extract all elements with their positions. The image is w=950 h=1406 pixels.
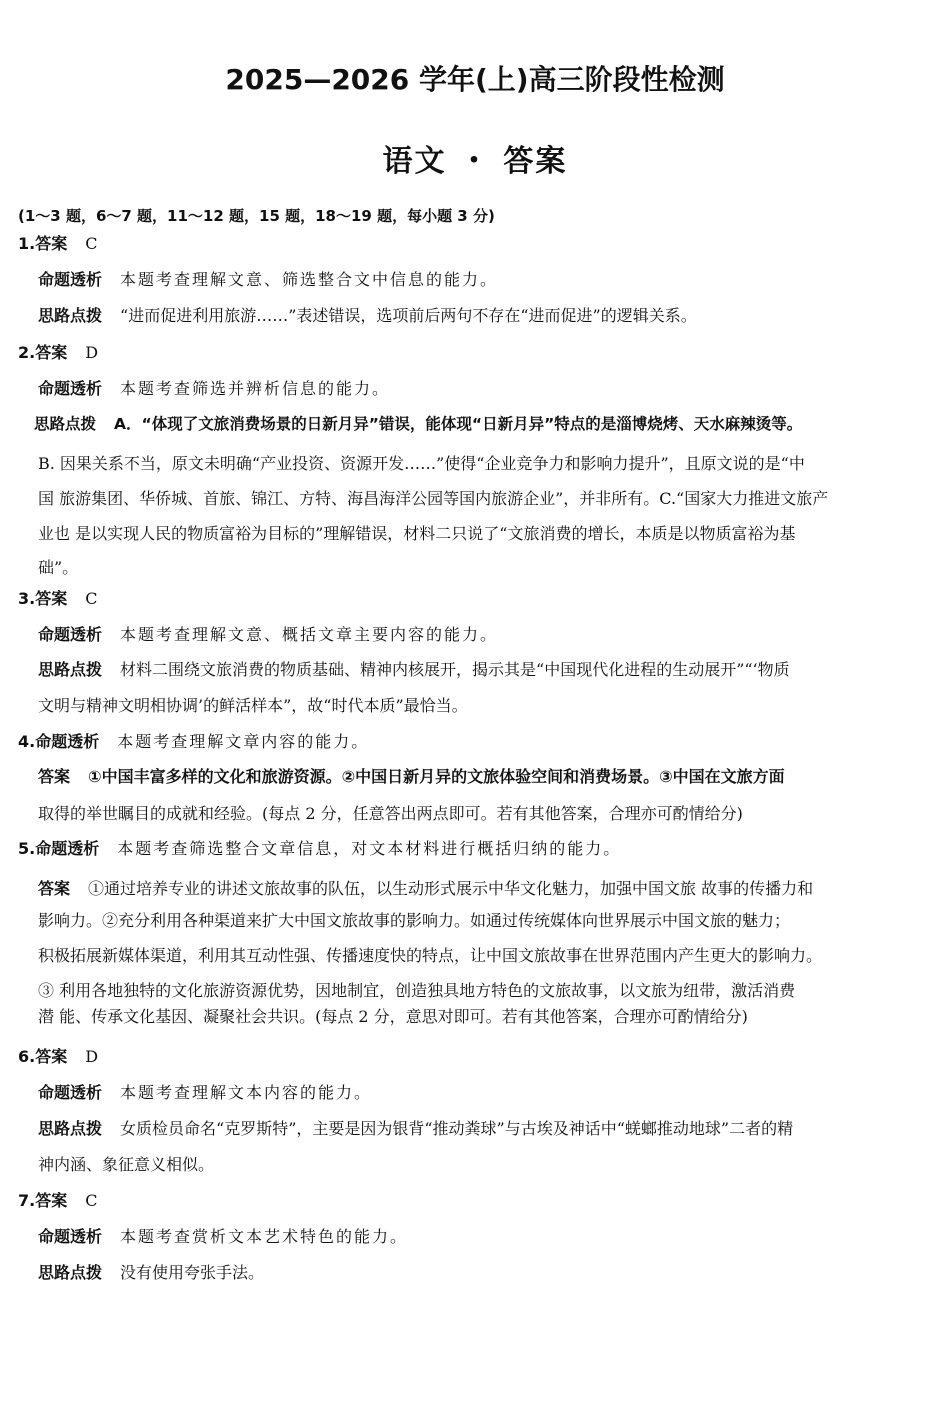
answer-label: 答案: [35, 589, 68, 608]
q7-intent-row: [38, 1227, 408, 1247]
q5-answer-line: 积极拓展新媒体渠道，利用其互动性强、传播速度快的特点，让中国文旅故事在世界范围内产生更大的影响力。: [38, 946, 823, 965]
q5-answer-line: 潜 能、传承文化基因、凝聚社会共识。(每点 2 分，意思对即可。若有其他答案，合理亦可酌情给分): [38, 1007, 748, 1026]
page-subtitle: 语文 ・ 答案: [382, 144, 568, 179]
q1-hint-row: [38, 306, 697, 326]
q3-hint-line: 文明与精神文明相协调’的鲜活样本”，故“时代本质”最恰当。: [38, 696, 468, 715]
q6-answer-row: [18, 1047, 98, 1067]
answer-label: 答案: [35, 1191, 68, 1210]
answer-text: ①通过培养专业的讲述文旅故事的队伍，以生动形式展示中华文化魅力，加强中国文旅 故事的传播力和: [88, 879, 814, 898]
question-number: 5.: [18, 839, 36, 858]
answer-label: 答案: [35, 343, 68, 362]
q5-answer-row: [38, 879, 813, 899]
answer-value: D: [85, 343, 99, 362]
q6-hint-line: 神内涵、象征意义相似。: [38, 1155, 215, 1174]
page-title: 2025—2026 学年(上)高三阶段性检测: [225, 63, 725, 96]
q3-hint-row: [38, 660, 790, 680]
q5-intent-row: [18, 839, 621, 859]
q3-intent-row: [38, 625, 498, 645]
scoring-note: (1～3 题，6～7 题，11～12 题，15 题，18～19 题，每小题 3 分): [18, 207, 495, 225]
intent-text: 本题考查理解文意、概括文章主要内容的能力。: [120, 625, 499, 644]
answer-label: 答案: [38, 879, 71, 898]
q2-intent-row: [38, 379, 390, 399]
intent-text: 本题考查筛选整合文章信息，对文本材料进行概括归纳的能力。: [117, 839, 622, 858]
answer-label: 答案: [35, 234, 68, 253]
hint-text: 没有使用夸张手法。: [120, 1263, 265, 1282]
intent-text: 本题考查理解文章内容的能力。: [117, 732, 370, 751]
question-number: 3.: [18, 589, 36, 608]
q5-answer-line: ③ 利用各地独特的文化旅游资源优势，因地制宜，创造独具地方特色的文旅故事，以文旅为纽带，激活消费: [38, 981, 796, 1000]
intent-text: 本题考查理解文本内容的能力。: [120, 1083, 373, 1102]
answer-label: 答案: [38, 767, 71, 786]
intent-text: 本题考查筛选并辨析信息的能力。: [120, 379, 391, 398]
hint-label: 思路点拨: [34, 415, 97, 433]
q2-hint-line: 业也 是以实现人民的物质富裕为目标的”理解错误，材料二只说了“文旅消费的增长，本质是以物质富裕为基: [38, 524, 796, 543]
answer-value: C: [85, 1191, 98, 1210]
q4-answer-line: 取得的举世瞩目的成就和经验。(每点 2 分，任意答出两点即可。若有其他答案，合理亦可酌情给分): [38, 804, 743, 823]
q7-hint-row: [38, 1263, 264, 1283]
q3-answer-row: [18, 589, 97, 609]
q2-hint-line: 础”。: [38, 558, 79, 577]
question-number: 2.: [18, 343, 36, 362]
q5-answer-line: 影响力。②充分利用各种渠道来扩大中国文旅故事的影响力。如通过传统媒体向世界展示中国文旅的魅力；: [38, 911, 791, 930]
q2-answer-row: [18, 343, 98, 363]
q2-hint-line: B. 因果关系不当，原文未明确“产业投资、资源开发……”使得“企业竞争力和影响力提升”，且原文说的是“中: [38, 454, 805, 473]
hint-label: 思路点拨: [38, 1119, 103, 1138]
hint-text: 女质检员命名“克罗斯特”，主要是因为银背“推动粪球”与古埃及神话中“蜣螂推动地球”二者的精: [120, 1119, 794, 1138]
q6-intent-row: [38, 1083, 372, 1103]
q4-intent-row: [18, 732, 369, 752]
intent-label: 命题透析: [38, 625, 103, 644]
hint-text: “进而促进利用旅游……”表述错误，选项前后两句不存在“进而促进”的逻辑关系。: [120, 306, 697, 325]
intent-label: 命题透析: [38, 270, 103, 289]
hint-label: 思路点拨: [38, 660, 103, 679]
intent-text: 本题考查赏析文本艺术特色的能力。: [120, 1227, 409, 1246]
intent-label: 命题透析: [35, 732, 100, 751]
q2-hint-line: 国 旅游集团、华侨城、首旅、锦江、方特、海昌海洋公园等国内旅游企业”，并非所有。C.“国家大力推进文旅产: [38, 489, 829, 508]
intent-label: 命题透析: [35, 839, 100, 858]
answer-text: ①中国丰富多样的文化和旅游资源。②中国日新月异的文旅体验空间和消费场景。③中国在文旅方面: [88, 767, 785, 786]
q4-answer-row: [38, 767, 785, 787]
hint-text: 材料二围绕文旅消费的物质基础、精神内核展开，揭示其是“中国现代化进程的生动展开”“‘物质: [120, 660, 790, 679]
q2-hint-row: [34, 414, 802, 434]
question-number: 1.: [18, 234, 36, 253]
hint-label: 思路点拨: [38, 306, 103, 325]
intent-text: 本题考查理解文意、筛选整合文中信息的能力。: [120, 270, 499, 289]
answer-value: C: [85, 589, 98, 608]
q1-answer-row: [18, 234, 97, 254]
answer-value: D: [85, 1047, 99, 1066]
intent-label: 命题透析: [38, 1227, 103, 1246]
q1-intent-row: [38, 270, 498, 290]
q7-answer-row: [18, 1191, 97, 1211]
intent-label: 命题透析: [38, 1083, 103, 1102]
question-number: 4.: [18, 732, 36, 751]
intent-label: 命题透析: [38, 379, 103, 398]
answer-label: 答案: [35, 1047, 68, 1066]
hint-label: 思路点拨: [38, 1263, 103, 1282]
q6-hint-row: [38, 1119, 793, 1139]
answer-value: C: [85, 234, 98, 253]
hint-text: A．“体现了文旅消费场景的日新月异”错误，能体现“日新月异”特点的是淄博烧烤、天水麻辣烫等。: [114, 415, 803, 433]
question-number: 6.: [18, 1047, 36, 1066]
question-number: 7.: [18, 1191, 36, 1210]
